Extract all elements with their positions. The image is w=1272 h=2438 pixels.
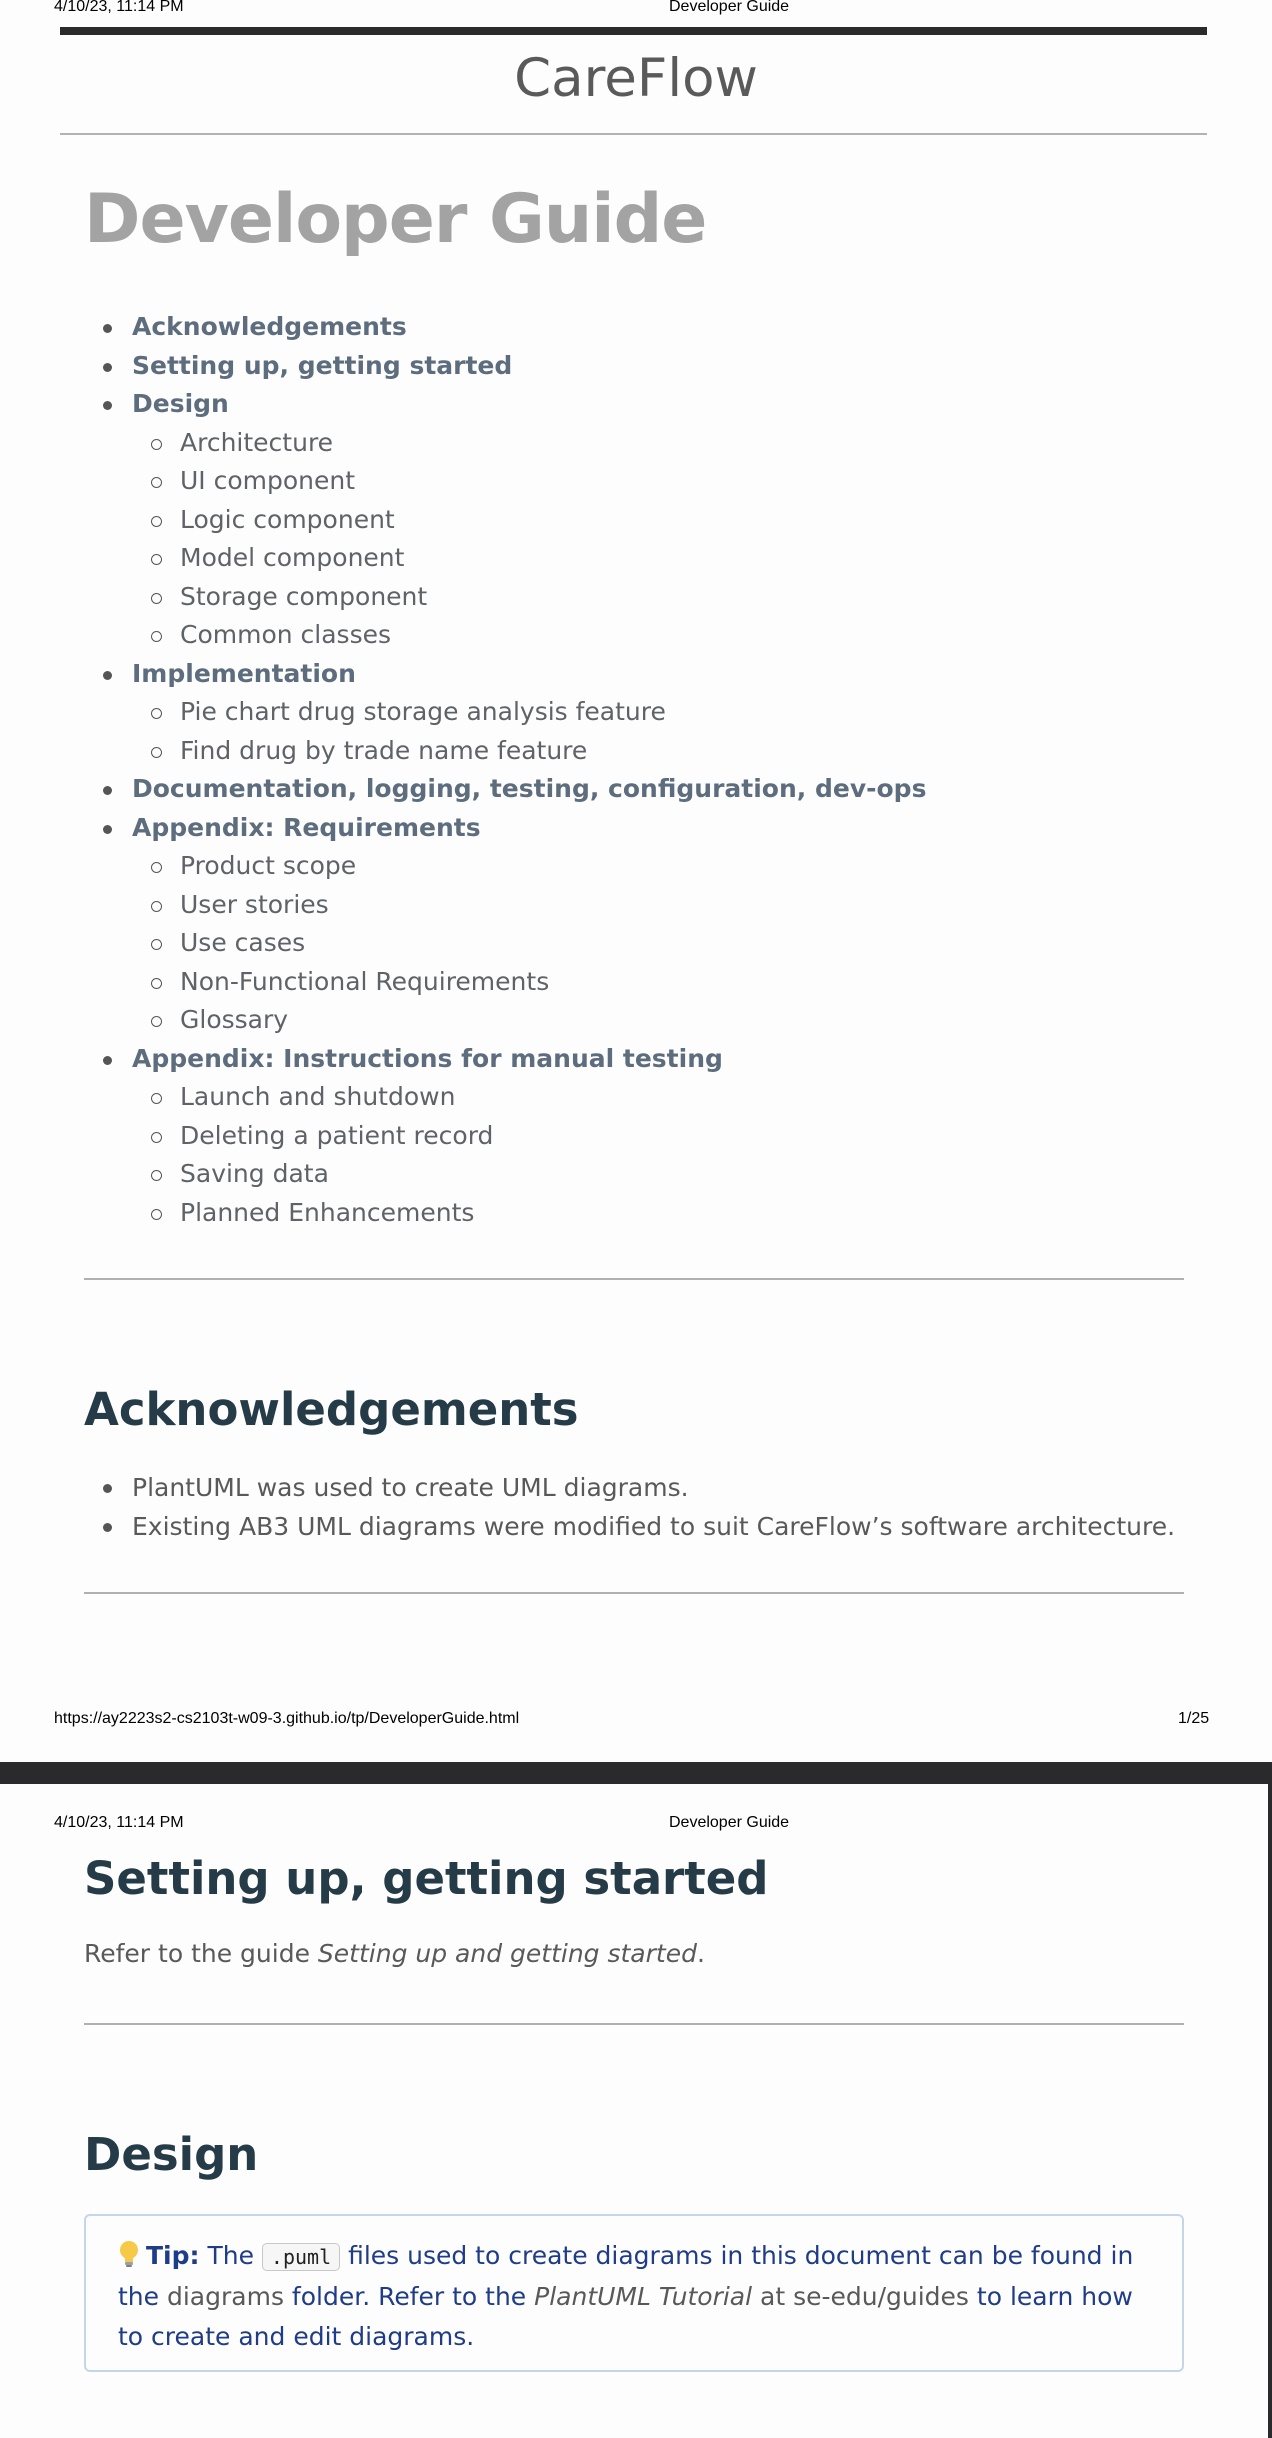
tip-box (84, 2214, 1184, 2372)
section-divider (84, 2023, 1184, 2025)
toc-subitem[interactable] (84, 501, 1184, 540)
toc-item-label[interactable]: Appendix: Requirements (132, 812, 481, 842)
toc-subitem[interactable] (84, 1194, 1184, 1233)
toc-subitem-label[interactable]: Logic component (180, 504, 395, 534)
page-title: Developer Guide (84, 180, 707, 259)
tip-text: to learn how to create and edit diagrams. (118, 2282, 1133, 2351)
lightbulb-icon (118, 2240, 140, 2268)
circle-bullet-icon (151, 939, 162, 950)
bullet-icon (103, 324, 112, 333)
print-header-datetime: 4/10/23, 11:14 PM (54, 0, 184, 15)
circle-bullet-icon (151, 978, 162, 989)
acknowledgements-list (84, 1468, 1184, 1546)
design-heading: Design (84, 2128, 259, 2181)
toc-item-label[interactable]: Setting up, getting started (132, 350, 513, 380)
setup-guide-link[interactable]: Setting up and getting started (317, 1939, 697, 1968)
toc-subitem-label[interactable]: User stories (180, 889, 329, 919)
table-of-contents (84, 308, 1184, 1232)
toc-subitem-label[interactable]: Saving data (180, 1159, 329, 1188)
diagrams-folder-link[interactable]: diagrams (166, 2282, 284, 2311)
page-edge (1268, 1784, 1272, 2438)
circle-bullet-icon (151, 554, 162, 565)
print-footer-page: 1/25 (1178, 1710, 1210, 1727)
circle-bullet-icon (151, 1016, 162, 1027)
puml-code: .puml (262, 2243, 340, 2271)
toc-item-label[interactable]: Documentation, logging, testing, configuration, dev-ops (132, 774, 927, 803)
circle-bullet-icon (151, 477, 162, 488)
toc-subitem-label[interactable]: Model component (180, 543, 405, 572)
page-break (0, 1762, 1272, 1784)
circle-bullet-icon (151, 1132, 162, 1143)
toc-subitem-label[interactable]: Deleting a patient record (180, 1120, 494, 1150)
list-item-text: Existing AB3 UML diagrams were modified to suit CareFlow’s software architecture. (132, 1512, 1176, 1541)
toc-subitem-label[interactable]: Launch and shutdown (180, 1082, 456, 1111)
circle-bullet-icon (151, 593, 162, 604)
section-divider (84, 1592, 1184, 1594)
tip-text: The (199, 2241, 262, 2270)
circle-bullet-icon (151, 631, 162, 642)
toc-item-label[interactable]: Implementation (132, 658, 356, 688)
toc-subitem[interactable] (84, 1117, 1184, 1156)
circle-bullet-icon (151, 708, 162, 719)
list-item (84, 1507, 1184, 1546)
toc-item-label[interactable]: Appendix: Instructions for manual testing (132, 1043, 723, 1073)
toc-subitem-label[interactable]: Common classes (180, 620, 392, 649)
toc-subitem[interactable] (84, 462, 1184, 501)
toc-item[interactable] (84, 655, 1184, 694)
bullet-icon (103, 401, 112, 410)
bullet-icon (103, 786, 112, 795)
acknowledgements-heading: Acknowledgements (84, 1383, 579, 1436)
toc-item[interactable] (84, 385, 1184, 424)
toc-item[interactable] (84, 770, 1184, 809)
toc-item[interactable] (84, 809, 1184, 848)
tip-text: files used to create diagrams in this document can be found in the (118, 2241, 1134, 2311)
header-divider (60, 133, 1207, 135)
bullet-icon (103, 363, 112, 372)
circle-bullet-icon (151, 1209, 162, 1220)
toc-subitem-label[interactable]: Pie chart drug storage analysis feature (180, 697, 666, 726)
bullet-icon (103, 671, 112, 680)
toc-item[interactable] (84, 308, 1184, 347)
tip-text: folder. Refer to the (283, 2282, 535, 2311)
toc-subitem[interactable] (84, 732, 1184, 771)
se-edu-guides-link[interactable]: at se-edu/guides (752, 2282, 969, 2311)
site-title[interactable]: CareFlow (514, 48, 758, 109)
toc-subitem[interactable] (84, 1155, 1184, 1194)
print-header-title: Developer Guide (669, 0, 790, 15)
toc-subitem[interactable] (84, 924, 1184, 963)
top-bar (60, 27, 1207, 35)
toc-item[interactable] (84, 347, 1184, 386)
bullet-icon (103, 825, 112, 834)
toc-subitem-label[interactable]: Product scope (180, 851, 357, 880)
toc-subitem[interactable] (84, 424, 1184, 463)
toc-subitem[interactable] (84, 886, 1184, 925)
setup-heading: Setting up, getting started (84, 1852, 769, 1905)
toc-item-label[interactable]: Design (132, 389, 229, 418)
circle-bullet-icon (151, 516, 162, 527)
print-header-title: Developer Guide (669, 1814, 790, 1831)
setup-paragraph (84, 1939, 705, 1968)
toc-subitem-label[interactable]: Glossary (180, 1005, 289, 1034)
toc-subitem[interactable] (84, 539, 1184, 578)
tip-label: Tip: (146, 2241, 200, 2270)
circle-bullet-icon (151, 862, 162, 873)
plantuml-tutorial-link[interactable]: PlantUML Tutorial (534, 2282, 753, 2311)
list-item-text: PlantUML was used to create UML diagrams. (132, 1473, 689, 1502)
toc-subitem[interactable] (84, 1078, 1184, 1117)
toc-subitem[interactable] (84, 578, 1184, 617)
bullet-icon (103, 1056, 112, 1065)
toc-subitem-label[interactable]: Use cases (180, 928, 306, 957)
toc-subitem[interactable] (84, 616, 1184, 655)
section-divider (84, 1278, 1184, 1280)
toc-subitem-label[interactable]: Architecture (180, 427, 334, 457)
toc-item-label[interactable]: Acknowledgements (132, 312, 407, 341)
setup-text: Refer to the guide (84, 1939, 318, 1968)
toc-subitem[interactable] (84, 693, 1184, 732)
toc-subitem-label[interactable]: Planned Enhancements (180, 1197, 475, 1227)
setup-text-end: . (696, 1939, 705, 1968)
circle-bullet-icon (151, 439, 162, 450)
print-header-datetime: 4/10/23, 11:14 PM (54, 1814, 184, 1831)
circle-bullet-icon (151, 1093, 162, 1104)
list-item (84, 1468, 1184, 1507)
toc-subitem[interactable] (84, 963, 1184, 1002)
toc-subitem-label[interactable]: Storage component (180, 581, 428, 611)
toc-subitem-label[interactable]: Non-Functional Requirements (180, 966, 550, 996)
toc-item[interactable] (84, 1040, 1184, 1079)
circle-bullet-icon (151, 747, 162, 758)
circle-bullet-icon (151, 901, 162, 912)
circle-bullet-icon (151, 1170, 162, 1181)
toc-subitem-label[interactable]: Find drug by trade name feature (180, 735, 588, 765)
toc-subitem-label[interactable]: UI component (180, 466, 356, 495)
toc-subitem[interactable] (84, 1001, 1184, 1040)
print-footer-url: https://ay2223s2-cs2103t-w09-3.github.io/tp/DeveloperGuide.html (54, 1710, 520, 1727)
toc-subitem[interactable] (84, 847, 1184, 886)
